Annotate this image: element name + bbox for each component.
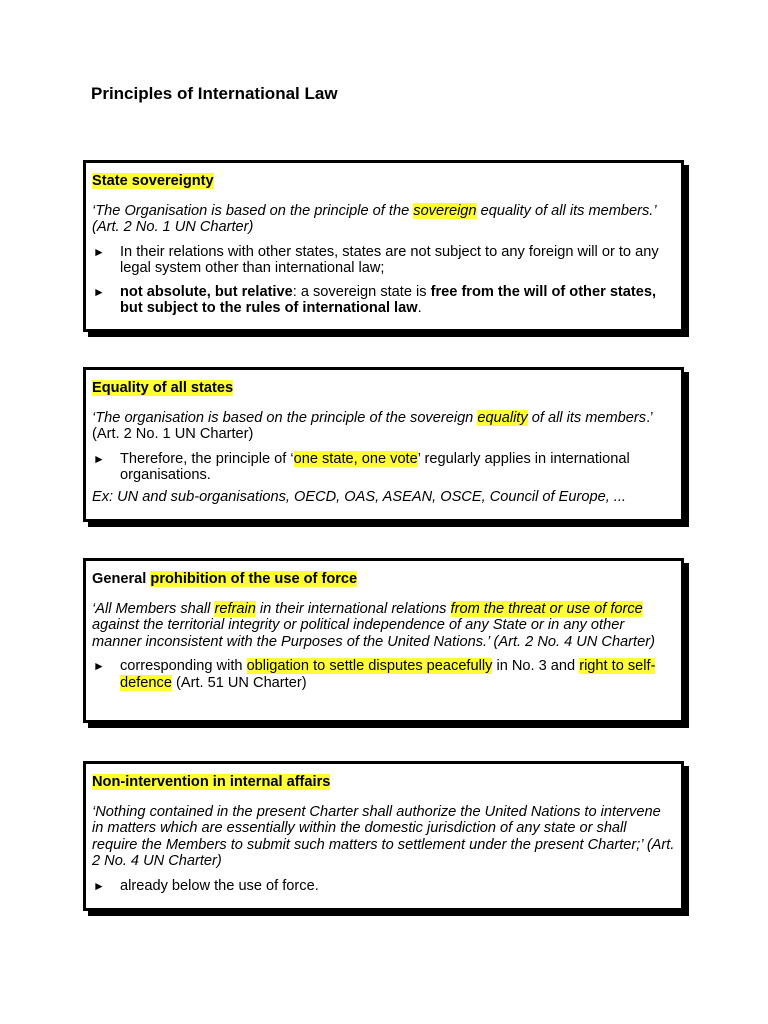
section-example: Ex: UN and sub-organisations, OECD, OAS, ASEAN, OSCE, Council of Europe, ... [92,488,626,505]
list-item [92,658,675,691]
list-item-text: corresponding with [120,658,247,674]
quote-highlight: from the threat or use of force [450,600,643,617]
list-item-text: ’ regularly applies in international organisations. [120,450,630,483]
list-item-text: . [417,300,422,316]
list-item-bold: not absolute, but relative [120,283,293,300]
list-item-text: already below the use of force. [120,877,319,894]
section-quote: ‘Nothing contained in the present Charter shall authorize the United Nations to intervene in matters which are essentially within the domestic jurisdiction of any state or shall require the Members to submit such matters to settlement under the present Charter;’ (Art. 2 No. 4 UN Charter) [92,803,675,869]
list-item-text: In their relations with other states, states are not subject to any foreign will or to any legal system other than international law; [120,243,659,276]
section-title-text: General [92,571,151,587]
list-item [92,878,675,895]
quote-text: .’ (Art. 2 No. 1 UN Charter) [92,409,653,442]
section-quote [92,203,675,236]
quote-highlight: refrain [214,600,256,617]
quote-text: ‘The Organisation is based on the principle of the [92,202,414,219]
list-item-highlight: obligation to settle disputes peacefully [246,658,493,674]
bullet-list [92,878,675,895]
quote-text: ‘The organisation is based on the principle of the sovereign [92,409,478,426]
section-title [92,380,675,397]
section-title-highlight: State sovereignty [92,173,214,189]
bullet-arrow-icon: ► [93,659,105,673]
list-item-text: Therefore, the principle of ‘ [120,450,294,467]
list-item-text: (Art. 51 UN Charter) [171,674,307,691]
bullet-list [92,451,675,484]
bullet-arrow-icon: ► [93,284,105,299]
section-non-intervention [83,761,684,911]
section-quote [92,601,675,651]
section-state-sovereignty [83,160,684,332]
quote-text: against the territorial integrity or political independence of any State or in any other manner inconsistent with the Purposes of the United Nations.’ (Art. 2 No. 4 UN Charter) [92,617,655,650]
section-title-highlight: Non-intervention in internal affairs [92,774,331,790]
quote-highlight: sovereign [413,202,477,219]
list-item [92,451,675,484]
section-prohibition-of-force [83,558,684,723]
list-item-text: : a sovereign state is [292,283,431,300]
section-equality-of-states [83,367,684,522]
list-item [92,244,675,277]
bullet-list [92,244,675,317]
quote-highlight: equality [477,409,528,426]
page-title: Principles of International Law [91,84,338,103]
bullet-list [92,658,675,691]
section-quote [92,410,675,443]
section-title-highlight: prohibition of the use of force [150,571,358,587]
list-item-text: in No. 3 and [492,658,580,674]
section-title [92,571,675,588]
section-title [92,173,675,190]
list-item-highlight: right to self-defence [120,658,656,691]
list-item [92,284,675,317]
bullet-arrow-icon: ► [93,244,105,259]
quote-text: in their international relations [255,600,451,617]
quote-text: ‘All Members shall [92,600,215,617]
list-item-highlight: one state, one vote [293,450,418,467]
quote-text: equality of all its members.’ (Art. 2 No. 1 UN Charter) [92,202,656,235]
bullet-arrow-icon: ► [93,878,105,893]
bullet-arrow-icon: ► [93,451,105,466]
quote-text: of all its members [527,409,647,426]
section-title [92,774,675,791]
list-item-bold: free from the will of other states, but subject to the rules of international law [120,283,657,316]
section-title-highlight: Equality of all states [92,380,234,396]
